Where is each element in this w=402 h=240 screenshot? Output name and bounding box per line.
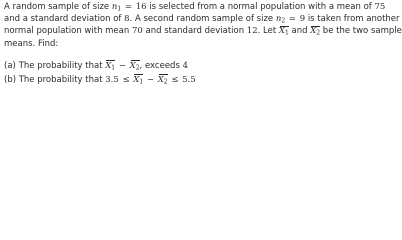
intro-text: be the two sample [322,26,402,37]
sample-size-2-symbol: $n_2$ [275,14,286,25]
intro-line-3 [4,25,402,37]
part-a-threshold: 4 [182,61,188,71]
intro-text: means. Find: [4,38,59,49]
population-2-sd: 12 [246,26,258,37]
intro-line-1: A random sample of size $n_1 = 16$ is selected from a normal population with a mean of 75 [4,2,386,13]
part-b-lower-bound: 3.5 [105,75,119,85]
part-b-upper-bound: 5.5 [182,75,196,85]
population-2-mean: 70 [131,26,143,37]
problem-intro [4,0,402,50]
intro-text: and a standard deviation of [4,14,122,25]
part-b-label: (b) [4,75,17,85]
part-a: (a) The probability that $X_1 - X_2$, exceeds 4 [4,61,188,72]
sample-mean-2-symbol: $X_2$ [157,75,168,86]
part-a-label: (a) [4,61,16,71]
part-b: (b) The probability that $3.5 \le X_1 - X_2 \le 5.5$ [4,75,196,86]
sample-size-2-value: 9 [299,14,306,25]
intro-text: is selected from a normal population with a mean of [149,2,372,12]
intro-line-2: and a standard deviation of 8. A second random sample of size $n_2 = 9$ is taken from another [4,14,400,25]
population-1-sd: 8 [124,14,130,25]
sample-mean-2-symbol: $X_2$ [129,61,140,72]
problem-statement [4,0,402,50]
sample-mean-1-symbol: $X_1$ [278,26,289,37]
intro-text: normal population with mean [4,26,130,37]
sample-mean-1-symbol: $X_1$ [133,75,144,86]
intro-line-4 [4,38,348,50]
sample-size-1-value: 16 [135,2,147,12]
intro-text: and [291,26,308,37]
sample-mean-2-symbol: $X_2$ [310,26,321,37]
intro-text: . A second random sample of size [129,14,274,25]
part-a-text: The probability that [18,61,103,71]
intro-text: A random sample of size [4,2,110,12]
part-a-tail: , exceeds [139,61,180,71]
problem-parts [4,59,334,87]
intro-text: is taken from another [307,14,400,25]
intro-text: and standard deviation [145,26,245,37]
sample-mean-1-symbol: $X_1$ [105,61,116,72]
sample-size-1-symbol: $n_1$ [111,2,122,13]
population-1-mean: 75 [374,2,386,12]
intro-text: . Let [257,26,277,37]
part-b-text: The probability that [18,75,103,85]
